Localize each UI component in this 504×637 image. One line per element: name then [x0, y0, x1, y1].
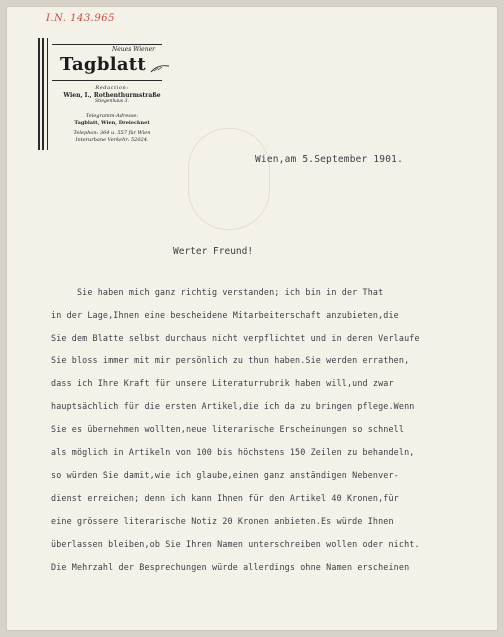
body-line: Die Mehrzahl der Besprechungen würde allerdings ohne Namen erscheinen [51, 562, 410, 572]
letterhead-stairway: Stiegenhaus 3. [95, 99, 129, 104]
letterhead-small-heading: Neues Wiener [112, 46, 156, 53]
letterhead-vertical-rule [38, 38, 48, 150]
letter-date: Wien,am 5.September 1901. [255, 154, 403, 165]
letterhead-address: Wien, I., Rothenthurmstraße [63, 92, 161, 99]
archive-reference-note: I.N. 143.965 [46, 13, 115, 24]
body-line: Sie es übernehmen wollten,neue literarische Erscheinungen so schnell [51, 424, 405, 434]
body-line: so würden Sie damit,wie ich glaube,einen ganz anständigen Nebenver- [51, 470, 399, 480]
body-line: überlassen bleiben,ob Sie Ihren Namen unterschreiben wollen oder nicht. [51, 539, 420, 549]
letterhead-interurban: Interurbane Verkehr: 52024. [75, 137, 149, 143]
letterhead-telegram-label: Telegramm-Adresse: [85, 113, 139, 119]
body-line: als möglich in Artikeln von 100 bis höchstens 150 Zeilen zu behandeln, [51, 447, 415, 457]
letter-salutation: Werter Freund! [173, 246, 254, 257]
newspaper-letterhead [38, 36, 170, 154]
body-line: hauptsächlich für die ersten Artikel,die ich da zu bringen pflege.Wenn [51, 401, 415, 411]
letterhead-top-rule [52, 44, 162, 45]
body-line: eine grössere literarische Notiz 20 Kronen anbieten.Es würde Ihnen [51, 516, 394, 526]
body-line: dienst erreichen; denn ich kann Ihnen für den Artikel 40 Kronen,für [51, 493, 399, 503]
body-line: in der Lage,Ihnen eine bescheidene Mitarbeiterschaft anzubieten,die [51, 310, 399, 320]
letterhead-divider [52, 80, 162, 81]
faint-embossed-seal [188, 128, 270, 230]
letterhead-telegram-address: Tagblatt, Wien, Dreiecknet [74, 120, 150, 126]
quill-ornament-icon [150, 64, 170, 74]
letterhead-redaction-label: Redaction: [95, 85, 129, 91]
letterhead-title: Tagblatt [60, 54, 147, 75]
letterhead-phone: Telephon: 364 u. 557 für Wien [73, 130, 151, 136]
body-line: dass ich Ihre Kraft für unsere Literaturrubrik haben will,und zwar [51, 378, 394, 388]
body-line: Sie bloss immer mit mir persönlich zu thun haben.Sie werden errathen, [51, 355, 410, 365]
body-line: Sie dem Blatte selbst durchaus nicht verpflichtet und in deren Verlaufe [51, 333, 420, 343]
body-line: Sie haben mich ganz richtig verstanden; ich bin in der That [51, 287, 384, 297]
